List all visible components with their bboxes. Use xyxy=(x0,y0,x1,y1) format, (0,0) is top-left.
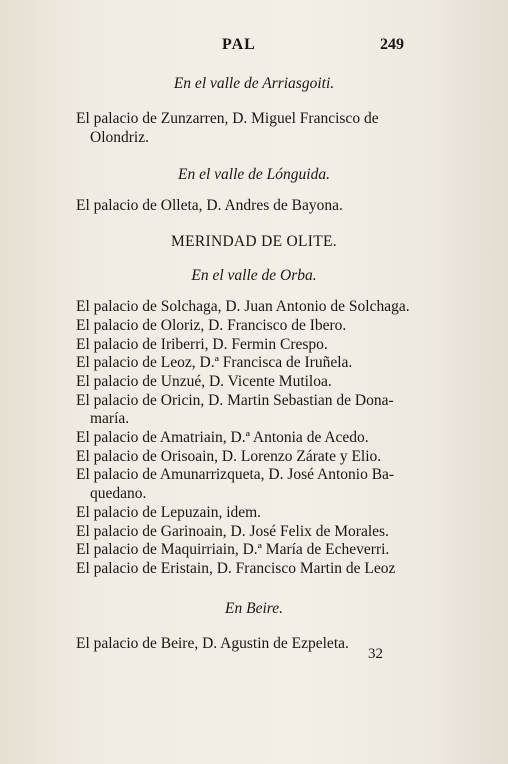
entry-continuation: maría. xyxy=(90,410,130,428)
entry-text: El palacio de Garinoain, D. José Felix de Morales. xyxy=(76,522,389,540)
entry-text: El palacio de Zunzarren, D. Miguel Francisco de xyxy=(76,110,379,127)
entry-zunzarren xyxy=(0,110,508,147)
list-item xyxy=(0,504,508,523)
entry-text: El palacio de Orisoain, D. Lorenzo Zárate y Elio. xyxy=(76,447,382,465)
entry-olleta xyxy=(0,197,508,216)
entry-text: El palacio de Lepuzain, idem. xyxy=(76,503,262,521)
section-heading-arriasgoiti: En el valle de Arriasgoiti. xyxy=(173,75,335,92)
list-item xyxy=(0,448,508,467)
entry-continuation: quedano. xyxy=(90,485,147,503)
entry-text: El palacio de Amunarrizqueta, D. José Antonio Ba- xyxy=(76,466,395,484)
list-item xyxy=(0,373,508,392)
entry-text: El palacio de Eristain, D. Francisco Martin de Leoz xyxy=(76,559,396,577)
list-item xyxy=(0,560,508,579)
entry-text: El palacio de Leoz, D.ª Francisca de Iruñela. xyxy=(76,354,353,372)
entry-text: El palacio de Oloriz, D. Francisco de Ibero. xyxy=(76,316,347,334)
list-item xyxy=(0,317,508,336)
list-item xyxy=(0,466,508,503)
entry-text: El palacio de Maquirriain, D.ª María de Echeverri. xyxy=(76,541,390,559)
list-item xyxy=(0,392,508,429)
entry-continuation: Olondriz. xyxy=(90,128,149,146)
section-heading-beire: En Beire. xyxy=(225,599,283,617)
orba-entry-list xyxy=(0,298,508,579)
section-heading-orba: En el valle de Orba. xyxy=(191,267,317,285)
entry-text: El palacio de Amatriain, D.ª Antonia de Acedo. xyxy=(76,429,369,447)
merindad-heading: MERINDAD DE OLITE. xyxy=(171,233,337,251)
list-item xyxy=(0,298,508,317)
page-body xyxy=(0,74,508,653)
signature-mark: 32 xyxy=(368,646,383,662)
entry-text: El palacio de Olleta, D. Andres de Bayona. xyxy=(76,197,343,215)
list-item xyxy=(0,336,508,355)
list-item xyxy=(0,429,508,448)
section-heading-longuida: En el valle de Lónguida. xyxy=(178,166,330,184)
entry-text: El palacio de Beire, D. Agustin de Ezpeleta. xyxy=(76,634,349,652)
entry-text: El palacio de Oricin, D. Martin Sebastian de Dona- xyxy=(76,391,394,409)
page-number: 249 xyxy=(380,36,404,53)
entry-beire xyxy=(0,635,508,654)
list-item xyxy=(0,523,508,542)
list-item xyxy=(0,354,508,373)
entry-text: El palacio de Unzué, D. Vicente Mutiloa. xyxy=(76,372,332,390)
list-item xyxy=(0,541,508,560)
page-header xyxy=(0,36,508,60)
entry-text: El palacio de Solchaga, D. Juan Antonio de Solchaga. xyxy=(76,298,410,316)
entry-text: El palacio de Iriberri, D. Fermin Crespo. xyxy=(76,335,328,353)
running-head: PAL xyxy=(222,36,256,53)
